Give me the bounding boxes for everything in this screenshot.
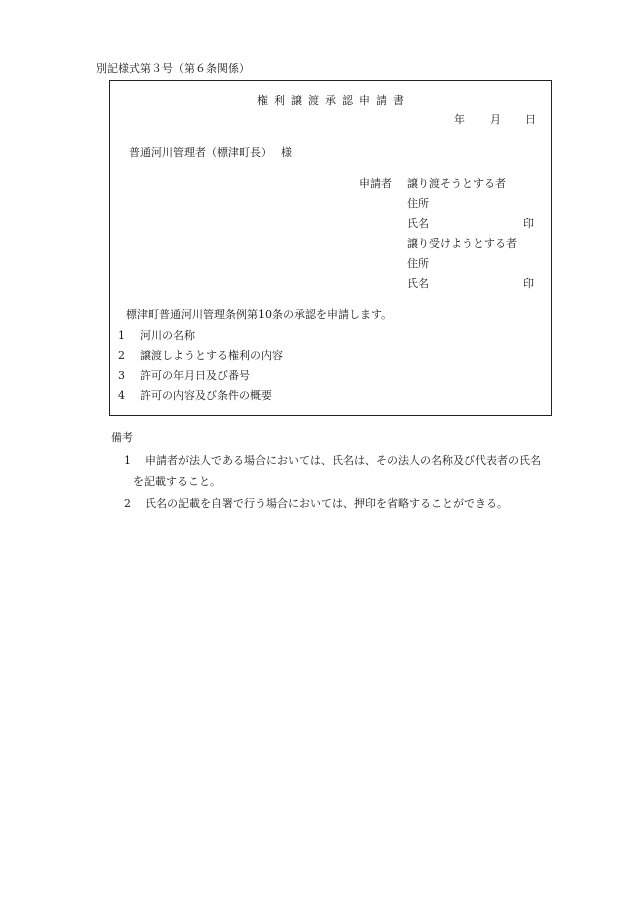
application-form-box <box>109 80 552 416</box>
date-year-label: 年 <box>454 113 465 126</box>
remark-text-continuation: を記載すること。 <box>133 475 221 488</box>
date-month-label: 月 <box>490 113 501 126</box>
form-number-label: 別記様式第３号（第６条関係） <box>96 62 250 75</box>
remarks-heading: 備考 <box>111 431 133 444</box>
remark-text: 申請者が法人である場合においては、氏名は、その法人の名称及び代表者の氏名 <box>145 454 541 467</box>
list-item-number: 1 <box>118 329 125 342</box>
transferee-name-label: 氏名 <box>407 277 429 290</box>
remark-number: 2 <box>124 497 131 510</box>
transferor-name-label: 氏名 <box>407 217 429 230</box>
form-title: 権利譲渡承認申請書 <box>257 94 410 107</box>
request-statement: 標津町普通河川管理条例第10条の承認を申請します。 <box>126 308 393 321</box>
list-item-number: 3 <box>118 369 125 382</box>
list-item-number: 4 <box>118 389 125 402</box>
list-item-number: 2 <box>118 349 125 362</box>
addressee: 普通河川管理者（標津町長） 様 <box>129 146 292 159</box>
list-item: 許可の年月日及び番号 <box>140 369 250 382</box>
transferor-seal-mark: 印 <box>523 217 534 230</box>
date-day-label: 日 <box>525 113 536 126</box>
list-item: 許可の内容及び条件の概要 <box>140 389 272 402</box>
remark-number: 1 <box>124 454 131 467</box>
remark-text: 氏名の記載を自署で行う場合においては、押印を省略することができる。 <box>145 497 508 510</box>
transferee-heading: 譲り受けようとする者 <box>407 237 517 250</box>
list-item: 河川の名称 <box>140 329 195 342</box>
transferor-address-label: 住所 <box>407 197 429 210</box>
list-item: 譲渡しようとする権利の内容 <box>140 349 283 362</box>
transferee-seal-mark: 印 <box>523 277 534 290</box>
transferee-address-label: 住所 <box>407 257 429 270</box>
applicant-label: 申請者 <box>359 177 392 190</box>
transferor-heading: 譲り渡そうとする者 <box>407 177 506 190</box>
